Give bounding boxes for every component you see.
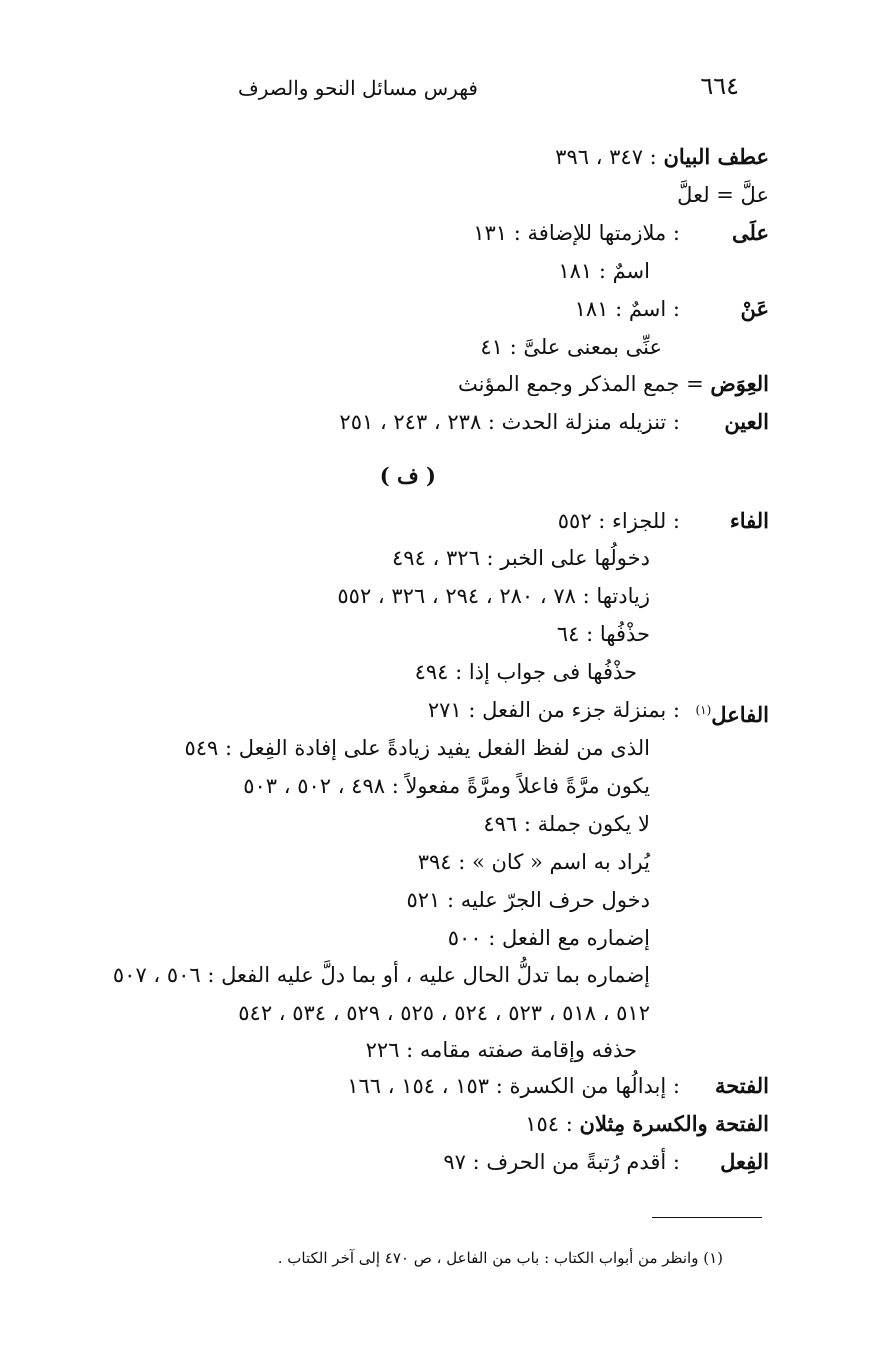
- index-entry: [458, 370, 769, 398]
- entry-subline: يكون مرَّةً فاعلاً ومرَّةً مفعولاً : ٤٩٨ ، ٥٠٢ ، ٥٠٣: [243, 774, 650, 798]
- entry-term: الفتحة والكسرة مِثلان: [579, 1111, 769, 1136]
- running-header-title: فهرس مسائل النحو والصرف: [237, 76, 478, 100]
- entry-text: = جمع المذكر وجمع المؤنث: [457, 372, 704, 396]
- page-number: ٦٦٤: [700, 72, 739, 100]
- entry-subline: إضماره مع الفعل : ٥٠٠: [447, 926, 650, 950]
- index-entry: علَّ = لعلَّ: [677, 183, 769, 207]
- entry-text: : ٣٤٧ ، ٣٩٦: [555, 145, 657, 169]
- entry-term-text: الفاعل: [711, 702, 769, 727]
- entry-subline: ٥١٢ ، ٥١٨ ، ٥٢٣ ، ٥٢٤ ، ٥٢٥ ، ٥٢٩ ، ٥٣٤ ، ٥٤٢: [238, 1001, 650, 1025]
- entry-term: الفاء: [729, 508, 769, 533]
- entry-subline: لا يكون جملة : ٤٩٦: [483, 812, 650, 836]
- entry-subline: دخول حرف الجرّ عليه : ٥٢١: [406, 888, 650, 912]
- entry-subline: إضماره بما تدلُّ الحال عليه ، أو بما دلَّ عليه الفعل : ٥٠٦ ، ٥٠٧: [112, 963, 650, 987]
- entry-term: علَى: [732, 220, 769, 245]
- entry-subline: حذْفُها فى جواب إذا : ٤٩٤: [414, 660, 637, 684]
- entry-subline: الذى من لفظ الفعل يفيد زيادةً على إفادة الفِعل : ٥٤٩: [184, 736, 650, 760]
- index-entry: [525, 1110, 769, 1138]
- entry-term: الفتحة: [714, 1073, 769, 1098]
- entry-term: [695, 696, 769, 729]
- entry-text: : بمنزلة جزء من الفعل : ٢٧١: [427, 698, 680, 722]
- footnote-divider: [652, 1217, 762, 1218]
- entry-term: عَنْ: [740, 296, 769, 321]
- entry-term: عطف البيان: [663, 144, 769, 169]
- entry-text: : اسمٌ : ١٨١: [574, 297, 680, 321]
- entry-subline: دخولُها على الخبر : ٣٢٦ ، ٤٩٤: [392, 546, 650, 570]
- entry-text: : إبدالُها من الكسرة : ١٥٣ ، ١٥٤ ، ١٦٦: [347, 1074, 680, 1098]
- entry-subline: زيادتها : ٧٨ ، ٢٨٠ ، ٢٩٤ ، ٣٢٦ ، ٥٥٢: [337, 584, 650, 608]
- section-letter-heading: ( ف ): [379, 463, 436, 488]
- entry-subline: حذفه وإقامة صفته مقامه : ٢٢٦: [365, 1038, 637, 1062]
- footnote-marker: (١): [695, 703, 712, 717]
- entry-text: : تنزيله منزلة الحدث : ٢٣٨ ، ٢٤٣ ، ٢٥١: [339, 410, 680, 434]
- entry-text: : ١٥٤: [525, 1112, 573, 1136]
- entry-subline: عنِّى بمعنى علىَّ : ٤١: [480, 335, 662, 359]
- entry-text: : أقدم رُتبةً من الحرف : ٩٧: [443, 1150, 680, 1174]
- entry-term: العين: [724, 409, 769, 434]
- index-entry: [555, 143, 769, 171]
- footnote-text: (١) وانظر من أبواب الكتاب : باب من الفاعل ، ص ٤٧٠ إلى آخر الكتاب .: [277, 1249, 723, 1267]
- entry-term: العِوَض: [710, 371, 769, 396]
- entry-subline: حذْفُها : ٦٤: [556, 622, 650, 646]
- entry-subline: اسمٌ : ١٨١: [558, 259, 650, 283]
- entry-text: : للجزاء : ٥٥٢: [557, 509, 680, 533]
- entry-subline: يُراد به اسم « كان » : ٣٩٤: [417, 850, 650, 874]
- entry-text: : ملازمتها للإضافة : ١٣١: [473, 221, 680, 245]
- entry-term: الفِعل: [720, 1149, 769, 1174]
